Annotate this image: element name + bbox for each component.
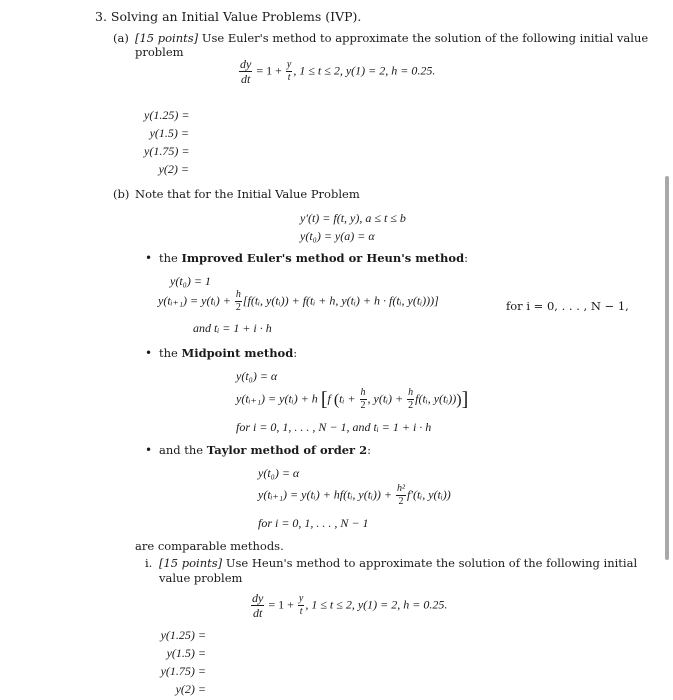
- part-i-answer-4: y(2) =: [175, 682, 206, 696]
- taylor-heading: • and the Taylor method of order 2:: [159, 443, 371, 457]
- mid-h-over-2-b: $\frac{h}{2}$: [408, 387, 414, 411]
- eq-conditions: , 1 ≤ t ≤ 2, y(1) = 2, h = 0.25.: [293, 63, 436, 78]
- dy-dt-fraction: $\frac{dy}{dt}$: [240, 57, 252, 86]
- ivp-line-2: y(t₀) = y(a) = α: [300, 229, 375, 243]
- part-i-text2: value problem: [159, 571, 243, 585]
- mid-h-over-2-a: $\frac{h}{2}$: [360, 387, 366, 411]
- h2-over-2-fraction: $\frac{\text{h²}}{2}$: [397, 483, 406, 507]
- problem-heading: 3. Solving an Initial Value Problems (IVP).: [95, 9, 362, 24]
- part-a-answer-1: y(1.25) =: [144, 108, 190, 122]
- midpoint-formula: y(tᵢ₊₁) = y(tᵢ) + h [f (tᵢ + $\frac{h}{2}$ , y(tᵢ) + $\frac{h}{2}$ f(tᵢ, y(tᵢ)))]: [236, 387, 469, 411]
- part-i-answer-2: y(1.5) =: [166, 646, 206, 660]
- y-over-t-fraction: $\frac{y}{t}$: [286, 59, 292, 83]
- midpoint-heading: • the Midpoint method:: [159, 346, 297, 360]
- midpoint-for: for i = 0, 1, . . . , N − 1, and tᵢ = 1 + i · h: [236, 420, 432, 434]
- improved-and: and tᵢ = 1 + i · h: [193, 321, 272, 335]
- part-i-equation: $\frac{dy}{dt}$ = 1 + $\frac{y}{t}$ , 1 ≤ t ≤ 2, y(1) = 2, h = 0.25.: [252, 591, 448, 620]
- part-a-equation: [238, 58, 435, 85]
- part-a-text1: Use Euler's method to approximate the solution of the following initial value: [201, 31, 649, 45]
- midpoint-init: y(t₀) = α: [236, 369, 278, 383]
- part-a-line1: [135, 31, 648, 45]
- part-a-answer-4: y(2) =: [158, 162, 189, 176]
- improved-init: y(t₀) = 1: [170, 274, 211, 288]
- part-a-answer-3: y(1.75) =: [144, 144, 190, 158]
- eq-mid: = 1 +: [256, 63, 282, 78]
- improved-euler-heading: • the Improved Euler's method or Heun's method:: [159, 251, 468, 265]
- part-a-answer-2: y(1.5) =: [149, 126, 189, 140]
- taylor-for: for i = 0, 1, . . . , N − 1: [258, 516, 369, 530]
- improved-formula: y(tᵢ₊₁) = y(tᵢ) + $\frac{h}{2}$ [f(tᵢ, y(tᵢ)) + f(tᵢ + h, y(tᵢ) + h · f(tᵢ, y(tᵢ)))]: [158, 289, 439, 313]
- part-i-answer-3: y(1.75) =: [160, 664, 206, 678]
- part-a-text2: problem: [135, 45, 184, 59]
- i-dy-dt-fraction: $\frac{dy}{dt}$: [252, 591, 264, 620]
- h-over-2-fraction: $\frac{h}{2}$: [235, 289, 241, 313]
- part-i-label: i.: [145, 556, 153, 570]
- part-i-answer-1: y(1.25) =: [160, 628, 206, 642]
- vertical-scrollbar[interactable]: [665, 176, 669, 560]
- part-a-points: [15 points]: [135, 31, 199, 45]
- taylor-init: y(t₀) = α: [258, 466, 300, 480]
- part-b-intro: Note that for the Initial Value Problem: [135, 187, 360, 201]
- ivp-line-1: y′(t) = f(t, y), a ≤ t ≤ b: [300, 211, 406, 225]
- part-i-line1: [15 points] Use Heun's method to approximate the solution of the following initial: [159, 556, 638, 570]
- part-b-label: (b): [113, 187, 130, 201]
- improved-for: for i = 0, . . . , N − 1,: [506, 299, 629, 313]
- taylor-formula: y(tᵢ₊₁) = y(tᵢ) + hf(tᵢ, y(tᵢ)) + $\frac{\text{h²}}{2}$ f′(tᵢ, y(tᵢ)): [258, 483, 451, 507]
- comparable-text: are comparable methods.: [135, 539, 284, 553]
- part-a-label: (a): [113, 31, 129, 45]
- i-y-over-t-fraction: $\frac{y}{t}$: [298, 593, 304, 617]
